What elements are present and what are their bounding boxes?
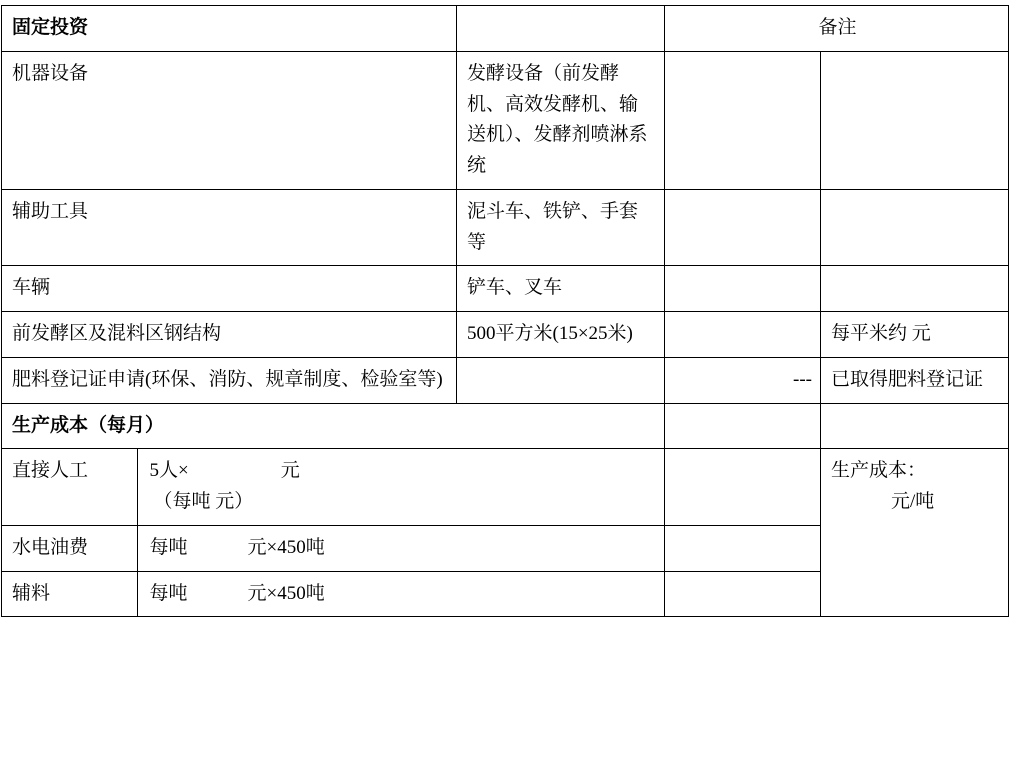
table-row-fertilizer-registration xyxy=(2,357,1009,403)
row-note-vehicles xyxy=(821,266,1009,312)
utilities-line1-prefix: 每吨 xyxy=(149,536,188,558)
row-item-utilities-wrapper xyxy=(2,525,457,571)
section-heading-production-cost-note xyxy=(821,403,1009,449)
row-content-utilities xyxy=(137,526,457,571)
section-heading-fixed-investment-amount xyxy=(457,6,665,52)
production-cost-note-line1: 生产成本： xyxy=(831,460,927,482)
auxiliary-materials-line1-prefix: 每吨 xyxy=(149,582,188,604)
row-item-machinery: 机器设备 xyxy=(2,51,457,189)
row-content-machinery: 发酵设备（前发酵机、高效发酵机、输送机）、发酵剂喷淋系统 xyxy=(457,51,665,189)
section-heading-production-cost-amount xyxy=(665,403,821,449)
row-note-auxiliary-tools xyxy=(821,189,1009,266)
section-heading-production-cost: 生产成本（每月） xyxy=(2,403,665,449)
table-row-section-heading-fixed-investment xyxy=(2,6,1009,52)
table-row-auxiliary-tools xyxy=(2,189,1009,266)
row-content-vehicles: 铲车、叉车 xyxy=(457,266,665,312)
row-item-auxiliary-materials-wrapper xyxy=(2,571,457,617)
table-row-section-heading-production-cost xyxy=(2,403,1009,449)
table-row-vehicles xyxy=(2,266,1009,312)
table-row-steel-structure xyxy=(2,312,1009,358)
direct-labor-line1-suffix: 元 xyxy=(280,460,300,482)
row-note-steel-structure: 每平米约 元 xyxy=(821,312,1009,358)
table-row-machinery xyxy=(2,51,1009,189)
utilities-line1-suffix: 元×450吨 xyxy=(247,536,325,558)
investment-cost-table xyxy=(1,5,1009,617)
row-note-production-cost xyxy=(821,449,1009,617)
section-heading-fixed-investment: 固定投资 xyxy=(2,6,457,52)
row-amount-direct-labor xyxy=(665,449,821,526)
row-content-fertilizer-registration xyxy=(457,357,665,403)
row-item-utilities: 水电油费 xyxy=(2,526,137,571)
document-page xyxy=(0,5,1023,770)
row-amount-auxiliary-materials xyxy=(665,571,821,617)
row-item-vehicles: 车辆 xyxy=(2,266,457,312)
row-item-direct-labor: 直接人工 xyxy=(2,449,137,525)
row-amount-fertilizer-registration: --- xyxy=(665,357,821,403)
row-item-fertilizer-registration: 肥料登记证申请(环保、消防、规章制度、检验室等) xyxy=(2,357,457,403)
row-note-machinery xyxy=(821,51,1009,189)
row-content-auxiliary-tools: 泥斗车、铁铲、手套等 xyxy=(457,189,665,266)
table-row-direct-labor xyxy=(2,449,1009,526)
direct-labor-line2: （每吨 元） xyxy=(153,491,254,513)
row-item-steel-structure: 前发酵区及混料区钢结构 xyxy=(2,312,457,358)
row-item-auxiliary-tools: 辅助工具 xyxy=(2,189,457,266)
production-cost-note-line2: 元/吨 xyxy=(891,491,935,513)
column-header-note: 备注 xyxy=(665,6,1009,52)
row-amount-machinery xyxy=(665,51,821,189)
row-note-fertilizer-registration: 已取得肥料登记证 xyxy=(821,357,1009,403)
row-amount-utilities xyxy=(665,525,821,571)
row-amount-vehicles xyxy=(665,266,821,312)
row-content-direct-labor xyxy=(137,449,457,525)
row-item-auxiliary-materials: 辅料 xyxy=(2,572,137,617)
row-amount-auxiliary-tools xyxy=(665,189,821,266)
row-content-steel-structure: 500平方米(15×25米) xyxy=(457,312,665,358)
row-item-direct-labor-wrapper xyxy=(2,449,457,526)
auxiliary-materials-line1-suffix: 元×450吨 xyxy=(247,582,325,604)
row-amount-steel-structure xyxy=(665,312,821,358)
direct-labor-line1-prefix: 5人× xyxy=(149,460,189,482)
row-content-auxiliary-materials xyxy=(137,572,457,617)
